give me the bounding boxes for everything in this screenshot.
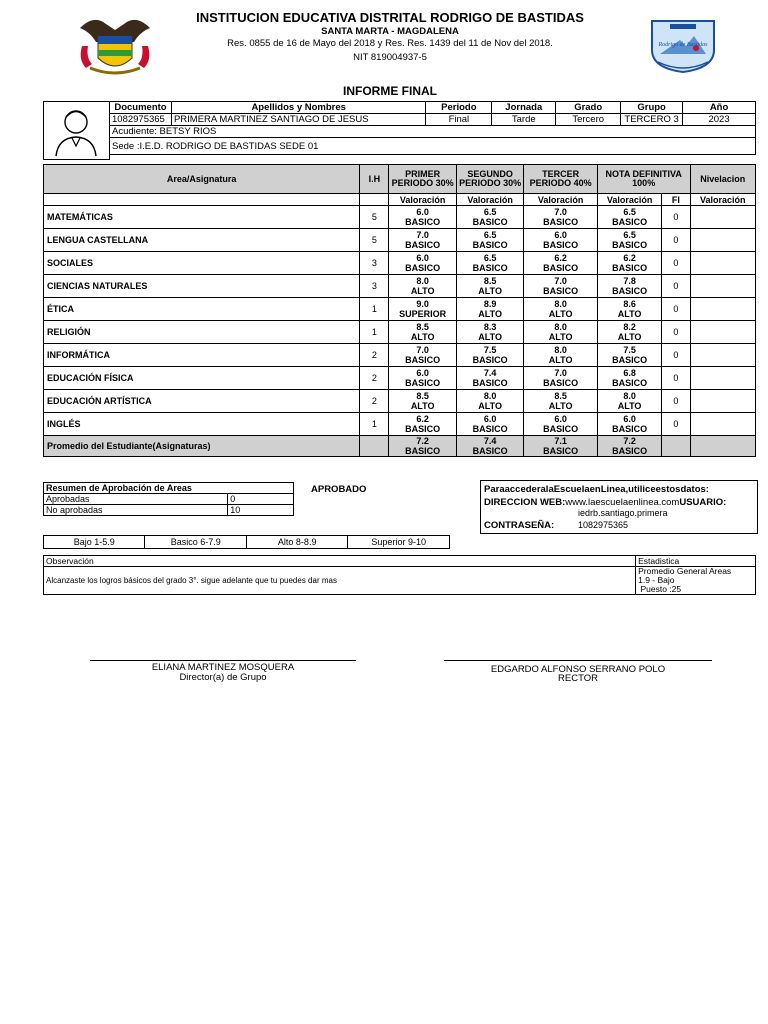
final-level: BASICO — [612, 286, 648, 296]
stats-rank: Puesto :25 — [638, 584, 682, 594]
final-level: ALTO — [617, 401, 642, 411]
grade-row — [44, 413, 756, 436]
col-ano: Año — [683, 102, 756, 114]
sub-valoracion: Valoración — [389, 194, 456, 206]
grade-row — [44, 367, 756, 390]
p1-level: BASICO — [405, 263, 441, 273]
guardian: Acudiente: BETSY RIOS — [110, 126, 756, 138]
intensity-hours: 1 — [371, 419, 377, 429]
final-level: BASICO — [612, 424, 648, 434]
p2-level: BASICO — [472, 424, 508, 434]
p2-level: BASICO — [472, 240, 508, 250]
fi-value: 0 — [673, 212, 679, 222]
p3-score: 6.0 — [554, 230, 567, 240]
subject-name: EDUCACIÓN ARTÍSTICA — [47, 396, 152, 406]
col-area: Area/Asignatura — [44, 165, 360, 194]
sub-valoracion: Valoración — [524, 194, 598, 206]
final-level: BASICO — [612, 240, 648, 250]
col-periodo: Periodo — [426, 102, 492, 114]
p3-level: ALTO — [548, 332, 573, 342]
col-grado: Grado — [556, 102, 621, 114]
col-nivelacion: Nivelacion — [690, 165, 756, 194]
scale-superior: Superior 9-10 — [348, 536, 450, 549]
failed-label: No aprobadas — [44, 505, 228, 516]
avg-final: 7.2 — [623, 436, 636, 446]
p1-score: 6.0 — [416, 368, 429, 378]
subject-name: CIENCIAS NATURALES — [47, 281, 148, 291]
scale-bajo: Bajo 1-5.9 — [44, 536, 145, 549]
grade-row — [44, 275, 756, 298]
approved-label: Aprobadas — [44, 494, 228, 505]
fi-value: 0 — [673, 396, 679, 406]
avg-p1: 7.2 — [416, 436, 429, 446]
p2-level: ALTO — [478, 332, 502, 342]
col-nombres: Apellidos y Nombres — [171, 102, 425, 114]
grade-row — [44, 229, 756, 252]
fi-value: 0 — [673, 235, 679, 245]
p1-score: 6.0 — [416, 207, 429, 217]
grading-scale — [43, 535, 450, 549]
final-score: 8.0 — [623, 391, 636, 401]
rector-signature-line — [444, 660, 712, 661]
city: SANTA MARTA - MAGDALENA — [321, 26, 459, 37]
web-label: DIRECCION WEB: — [484, 497, 566, 508]
grade-row — [44, 344, 756, 367]
p3-level: ALTO — [548, 309, 573, 319]
grade-value: Tercero — [556, 114, 621, 126]
grades-subheader — [44, 194, 756, 206]
grades-header — [44, 165, 756, 194]
report-title: INFORME FINAL — [343, 84, 437, 98]
subject-name: LENGUA CASTELLANA — [47, 235, 149, 245]
online-intro: ParaaccederalaEscuelaenLinea,utiliceestosdatos: — [484, 484, 709, 495]
grade-row — [44, 390, 756, 413]
p3-score: 8.0 — [554, 299, 567, 309]
online-access-box — [480, 480, 758, 534]
avg-p2-level: BASICO — [472, 446, 508, 456]
col-jornada: Jornada — [492, 102, 556, 114]
user-value: iedrb.santiago.primera — [578, 508, 668, 518]
final-score: 8.2 — [623, 322, 636, 332]
director-name: ELIANA MARTINEZ MOSQUERA — [151, 662, 295, 673]
rector-name: EDGARDO ALFONSO SERRANO POLO — [490, 664, 666, 675]
student-photo — [43, 101, 110, 160]
p3-level: BASICO — [543, 240, 579, 250]
group-value: TERCERO 3 — [621, 114, 683, 126]
final-score: 6.2 — [623, 253, 636, 263]
summary-title: Resumen de Aprobación de Areas — [44, 483, 294, 494]
logo-text: Rodrigo de Bastidas — [658, 42, 708, 48]
student-info-values — [110, 114, 756, 126]
shift-value: Tarde — [492, 114, 556, 126]
scale-alto: Alto 8-8.9 — [246, 536, 347, 549]
fi-value: 0 — [673, 304, 679, 314]
p1-score: 7.0 — [416, 230, 429, 240]
subject-name: ÉTICA — [47, 304, 74, 314]
p3-score: 7.0 — [554, 368, 567, 378]
avg-p3-level: BASICO — [543, 446, 579, 456]
p3-score: 7.0 — [554, 276, 567, 286]
final-level: BASICO — [612, 378, 648, 388]
p1-level: BASICO — [405, 424, 441, 434]
col-p2: SEGUNDO PERIODO 30% — [456, 165, 523, 194]
subject-name: EDUCACIÓN FÍSICA — [47, 373, 134, 383]
fi-value: 0 — [673, 373, 679, 383]
observation-table — [43, 555, 756, 595]
stats-general: Promedio General Areas — [638, 566, 732, 576]
final-status: APROBADO — [311, 484, 367, 495]
p2-score: 8.5 — [483, 276, 497, 286]
p3-level: BASICO — [543, 217, 579, 227]
col-grupo: Grupo — [621, 102, 683, 114]
p3-score: 6.0 — [554, 414, 567, 424]
p3-score: 7.0 — [554, 207, 567, 217]
campus: Sede :I.E.D. RODRIGO DE BASTIDAS SEDE 01 — [110, 138, 756, 155]
col-p1: PRIMER PERIODO 30% — [389, 165, 456, 194]
intensity-hours: 2 — [371, 373, 377, 383]
p2-level: BASICO — [472, 263, 508, 273]
p1-score: 7.0 — [416, 345, 429, 355]
final-score: 6.5 — [623, 207, 636, 217]
p1-level: ALTO — [410, 286, 435, 296]
p1-level: BASICO — [405, 240, 441, 250]
resolution: Res. 0855 de 16 de Mayo del 2018 y Res. Res. 1439 del 11 de Nov del 2018. — [227, 38, 553, 49]
col-p3: TERCER PERIODO 40% — [524, 165, 598, 194]
p1-level: ALTO — [410, 332, 435, 342]
grade-row — [44, 321, 756, 344]
intensity-hours: 5 — [371, 212, 377, 222]
observation-text: Alcanzaste los logros básicos del grado 3°. sigue adelante que tu puedes dar mas — [44, 567, 636, 595]
p3-score: 8.0 — [554, 345, 567, 355]
p1-score: 6.2 — [416, 414, 429, 424]
intensity-hours: 2 — [371, 350, 377, 360]
p2-score: 6.5 — [483, 230, 497, 240]
col-documento: Documento — [110, 102, 172, 114]
intensity-hours: 3 — [371, 258, 377, 268]
p2-level: ALTO — [478, 286, 502, 296]
password-value: 1082975365 — [578, 520, 629, 530]
p2-score: 6.5 — [483, 207, 497, 217]
document-number: 1082975365 — [110, 114, 172, 126]
p2-score: 6.5 — [483, 253, 497, 263]
p1-level: ALTO — [410, 401, 435, 411]
p1-level: BASICO — [405, 355, 441, 365]
fi-value: 0 — [673, 419, 679, 429]
p3-level: ALTO — [548, 355, 573, 365]
p1-score: 8.5 — [416, 322, 429, 332]
final-score: 7.5 — [623, 345, 636, 355]
p2-score: 8.0 — [483, 391, 497, 401]
p3-level: BASICO — [543, 378, 579, 388]
grades-table — [43, 164, 756, 457]
rector-role: RECTOR — [558, 673, 598, 684]
director-role: Director(a) de Grupo — [179, 672, 267, 683]
fi-value: 0 — [673, 281, 679, 291]
final-score: 8.6 — [623, 299, 636, 309]
scale-basico: Basico 6-7.9 — [145, 536, 247, 549]
approved-value: 0 — [228, 494, 294, 505]
col-ih: I.H — [360, 165, 389, 194]
sub-valoracion: Valoración — [597, 194, 661, 206]
user-label: USUARIO: — [679, 497, 727, 508]
failed-value: 10 — [228, 505, 294, 516]
p3-level: BASICO — [543, 263, 579, 273]
p1-level: BASICO — [405, 378, 441, 388]
final-level: BASICO — [612, 355, 648, 365]
p2-level: BASICO — [472, 217, 508, 227]
p2-score: 8.3 — [483, 322, 497, 332]
col-final: NOTA DEFINITIVA 100% — [597, 165, 690, 194]
student-info-header — [110, 102, 756, 114]
password-label: CONTRASEÑA: — [484, 520, 555, 531]
p2-level: BASICO — [472, 355, 508, 365]
final-score: 7.8 — [623, 276, 636, 286]
subject-name: SOCIALES — [47, 258, 94, 268]
intensity-hours: 2 — [371, 396, 377, 406]
nit: NIT 819004937-5 — [353, 52, 427, 63]
intensity-hours: 5 — [371, 235, 377, 245]
avg-p1-level: BASICO — [405, 446, 441, 456]
average-label: Promedio del Estudiante(Asignaturas) — [44, 436, 360, 457]
p3-score: 6.2 — [554, 253, 567, 263]
sub-valoracion: Valoración — [456, 194, 523, 206]
p3-score: 8.5 — [554, 391, 567, 401]
observation-label: Observación — [44, 556, 636, 567]
p3-level: BASICO — [543, 286, 579, 296]
period-value: Final — [426, 114, 492, 126]
p2-score: 7.5 — [483, 345, 497, 355]
p1-score: 9.0 — [416, 299, 429, 309]
p2-score: 7.4 — [483, 368, 497, 378]
avg-p2: 7.4 — [483, 436, 497, 446]
avg-final-level: BASICO — [612, 446, 648, 456]
subject-name: INGLÉS — [47, 419, 81, 429]
final-score: 6.8 — [623, 368, 636, 378]
intensity-hours: 1 — [371, 304, 377, 314]
sub-fi: FI — [662, 194, 690, 206]
user-avatar-icon — [44, 102, 109, 159]
institution-name: INSTITUCION EDUCATIVA DISTRITAL RODRIGO DE BASTIDAS — [196, 10, 584, 25]
grade-row — [44, 206, 756, 229]
subject-name: RELIGIÓN — [47, 327, 91, 337]
year-value: 2023 — [683, 114, 756, 126]
student-name: PRIMERA MARTINEZ SANTIAGO DE JESUS — [171, 114, 425, 126]
p1-score: 6.0 — [416, 253, 429, 263]
director-signature-line — [90, 660, 356, 661]
p2-level: ALTO — [478, 401, 502, 411]
avg-p3: 7.1 — [554, 436, 567, 446]
final-level: ALTO — [617, 309, 642, 319]
stats-label: Estadistica — [636, 556, 756, 567]
final-level: BASICO — [612, 263, 648, 273]
p2-level: BASICO — [472, 378, 508, 388]
final-level: BASICO — [612, 217, 648, 227]
p1-score: 8.0 — [416, 276, 429, 286]
final-level: ALTO — [617, 332, 642, 342]
p2-level: ALTO — [478, 309, 502, 319]
average-row — [44, 436, 756, 457]
p3-score: 8.0 — [554, 322, 567, 332]
subject-name: INFORMÁTICA — [47, 350, 110, 360]
school-logo-icon — [650, 18, 716, 74]
final-score: 6.0 — [623, 414, 636, 424]
p2-score: 6.0 — [483, 414, 497, 424]
student-info-table — [109, 101, 756, 155]
p1-score: 8.5 — [416, 391, 429, 401]
stats-average: 1.9 - Bajo — [638, 575, 675, 585]
grade-row — [44, 298, 756, 321]
p1-level: SUPERIOR — [399, 309, 447, 319]
sub-valoracion: Valoración — [690, 194, 756, 206]
intensity-hours: 1 — [371, 327, 377, 337]
fi-value: 0 — [673, 350, 679, 360]
p3-level: ALTO — [548, 401, 573, 411]
grade-row — [44, 252, 756, 275]
p1-level: BASICO — [405, 217, 441, 227]
approval-summary — [43, 482, 294, 516]
fi-value: 0 — [673, 327, 679, 337]
final-score: 6.5 — [623, 230, 636, 240]
fi-value: 0 — [673, 258, 679, 268]
p3-level: BASICO — [543, 424, 579, 434]
intensity-hours: 3 — [371, 281, 377, 291]
subject-name: MATEMÁTICAS — [47, 212, 113, 222]
p2-score: 8.9 — [483, 299, 497, 309]
web-url[interactable]: www.laescuelaenlinea.com — [565, 497, 680, 508]
